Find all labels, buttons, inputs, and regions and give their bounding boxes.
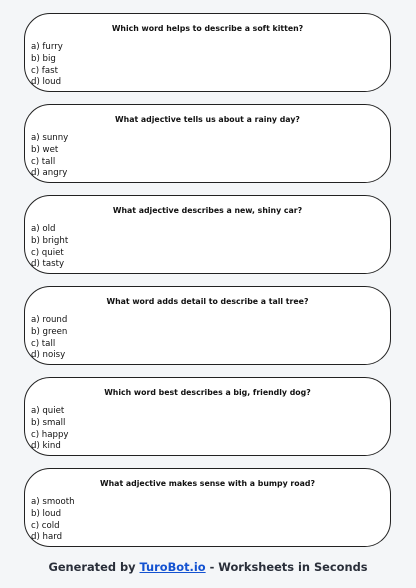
question-card-3 — [24, 195, 391, 274]
answer-option-d: d) kind — [31, 441, 61, 452]
answer-options — [31, 315, 67, 362]
answer-option-b: b) bright — [31, 235, 69, 246]
answer-option-b: b) big — [31, 53, 56, 64]
answer-option-d: d) tasty — [31, 259, 65, 270]
answer-option-a: a) quiet — [31, 406, 65, 416]
answer-option-b: b) loud — [31, 508, 62, 519]
footer — [0, 560, 416, 574]
question-card-6 — [24, 468, 391, 547]
answer-option-b: b) wet — [31, 144, 59, 155]
question-card-2 — [24, 104, 391, 183]
footer-prefix: Generated by — [48, 560, 140, 574]
question-text: What word adds detail to describe a tall tree? — [106, 297, 309, 306]
question-card-5 — [24, 377, 391, 456]
question-text: Which word best describes a big, friendly dog? — [104, 388, 311, 397]
question-card-4 — [24, 286, 391, 365]
answer-option-d: d) noisy — [31, 350, 66, 361]
answer-option-c: c) happy — [31, 429, 69, 440]
answer-options — [31, 133, 68, 180]
answer-options — [31, 42, 63, 89]
answer-option-c: c) tall — [31, 338, 56, 349]
footer-suffix: - Worksheets in Seconds — [205, 560, 368, 574]
answer-option-a: a) old — [31, 224, 56, 234]
question-text: What adjective tells us about a rainy day? — [115, 115, 300, 124]
question-text: Which word helps to describe a soft kitten? — [111, 24, 304, 33]
answer-option-c: c) quiet — [31, 247, 64, 258]
answer-option-a: a) smooth — [31, 497, 75, 507]
answer-option-a: a) furry — [31, 42, 63, 52]
answer-option-b: b) small — [31, 417, 66, 428]
answer-option-b: b) green — [31, 326, 68, 337]
answer-option-d: d) hard — [31, 532, 63, 543]
answer-option-c: c) tall — [31, 156, 56, 167]
answer-options — [31, 406, 69, 453]
turobot-link[interactable]: TuroBot.io — [139, 560, 206, 574]
question-text: What adjective makes sense with a bumpy road? — [100, 479, 315, 488]
question-text: What adjective describes a new, shiny car? — [112, 206, 303, 215]
question-card-1 — [24, 13, 391, 92]
answer-option-c: c) fast — [31, 65, 58, 76]
answer-option-d: d) angry — [31, 168, 68, 179]
answer-option-d: d) loud — [31, 77, 62, 88]
answer-option-c: c) cold — [31, 520, 60, 531]
answer-option-a: a) round — [31, 315, 68, 325]
answer-options — [31, 497, 75, 544]
answer-option-a: a) sunny — [31, 133, 69, 143]
answer-options — [31, 224, 68, 271]
